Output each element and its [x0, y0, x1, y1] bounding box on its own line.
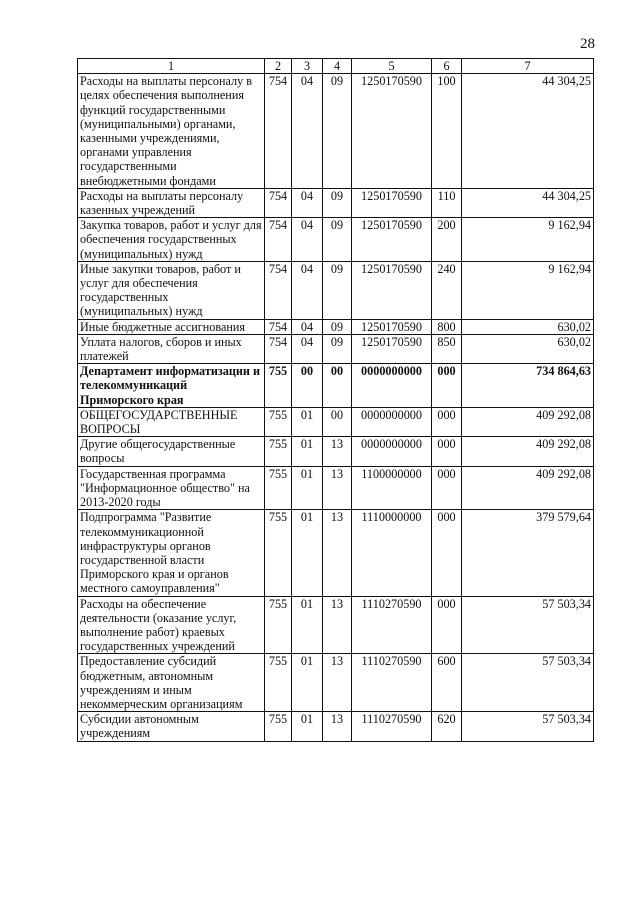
subsection-code-cell: 13: [323, 596, 352, 654]
ministry-code-cell: 755: [265, 364, 292, 408]
target-article-cell: 1250170590: [352, 261, 432, 319]
ministry-code-cell: 754: [265, 74, 292, 189]
subsection-code-cell: 09: [323, 74, 352, 189]
amount-cell: 9 162,94: [462, 218, 594, 262]
target-article-cell: 1250170590: [352, 218, 432, 262]
column-header-3: 3: [292, 59, 323, 74]
table-row: [78, 466, 594, 510]
row-name-cell: Расходы на обеспечение деятельности (оказание услуг, выполнение работ) краевых государственных учреждений: [78, 596, 265, 654]
table-row: [78, 218, 594, 262]
subsection-code-cell: 09: [323, 261, 352, 319]
subsection-code-cell: 09: [323, 319, 352, 334]
column-header-6: 6: [432, 59, 462, 74]
row-name-cell: Расходы на выплаты персоналу в целях обеспечения выполнения функций государственными (муниципальными) органами, казенными учреждениями, органами управления государственными внебюджетными фондами: [78, 74, 265, 189]
row-name-cell: Государственная программа "Информационное общество" на 2013-2020 годы: [78, 466, 265, 510]
section-code-cell: 01: [292, 437, 323, 466]
section-code-cell: 01: [292, 466, 323, 510]
table-row: [78, 364, 594, 408]
section-code-cell: 04: [292, 319, 323, 334]
subsection-code-cell: 09: [323, 334, 352, 363]
column-header-4: 4: [323, 59, 352, 74]
expense-type-cell: 000: [432, 407, 462, 436]
table-row: [78, 654, 594, 712]
table-row: [78, 596, 594, 654]
section-code-cell: 01: [292, 654, 323, 712]
amount-cell: 57 503,34: [462, 596, 594, 654]
row-name-cell: Закупка товаров, работ и услуг для обеспечения государственных (муниципальных) нужд: [78, 218, 265, 262]
row-name-cell: Подпрограмма "Развитие телекоммуникационной инфраструктуры органов государственной власти Приморского края и органов местного самоуправления": [78, 510, 265, 596]
section-code-cell: 01: [292, 712, 323, 741]
ministry-code-cell: 754: [265, 261, 292, 319]
expense-type-cell: 000: [432, 437, 462, 466]
expense-type-cell: 000: [432, 510, 462, 596]
amount-cell: 379 579,64: [462, 510, 594, 596]
table-row: [78, 74, 594, 189]
amount-cell: 409 292,08: [462, 437, 594, 466]
amount-cell: 44 304,25: [462, 188, 594, 217]
table-row: [78, 407, 594, 436]
table-header-row: [78, 59, 594, 74]
amount-cell: 630,02: [462, 319, 594, 334]
expense-type-cell: 800: [432, 319, 462, 334]
table-row: [78, 334, 594, 363]
target-article-cell: 1110000000: [352, 510, 432, 596]
column-header-5: 5: [352, 59, 432, 74]
table-row: [78, 319, 594, 334]
ministry-code-cell: 755: [265, 654, 292, 712]
row-name-cell: Иные бюджетные ассигнования: [78, 319, 265, 334]
ministry-code-cell: 755: [265, 407, 292, 436]
column-header-1: 1: [78, 59, 265, 74]
row-name-cell: Предоставление субсидий бюджетным, автономным учреждениям и иным некоммерческим организациям: [78, 654, 265, 712]
ministry-code-cell: 754: [265, 218, 292, 262]
row-name-cell: Другие общегосударственные вопросы: [78, 437, 265, 466]
amount-cell: 734 864,63: [462, 364, 594, 408]
section-code-cell: 01: [292, 596, 323, 654]
target-article-cell: 0000000000: [352, 407, 432, 436]
amount-cell: 57 503,34: [462, 654, 594, 712]
ministry-code-cell: 755: [265, 510, 292, 596]
budget-table: [77, 58, 594, 742]
subsection-code-cell: 09: [323, 218, 352, 262]
target-article-cell: 0000000000: [352, 364, 432, 408]
target-article-cell: 1110270590: [352, 712, 432, 741]
target-article-cell: 1250170590: [352, 74, 432, 189]
target-article-cell: 0000000000: [352, 437, 432, 466]
amount-cell: 9 162,94: [462, 261, 594, 319]
section-code-cell: 01: [292, 407, 323, 436]
table-row: [78, 261, 594, 319]
subsection-code-cell: 13: [323, 654, 352, 712]
section-code-cell: 00: [292, 364, 323, 408]
expense-type-cell: 000: [432, 466, 462, 510]
section-code-cell: 04: [292, 261, 323, 319]
ministry-code-cell: 754: [265, 188, 292, 217]
row-name-cell: ОБЩЕГОСУДАРСТВЕННЫЕ ВОПРОСЫ: [78, 407, 265, 436]
ministry-code-cell: 755: [265, 712, 292, 741]
section-code-cell: 04: [292, 188, 323, 217]
target-article-cell: 1250170590: [352, 188, 432, 217]
target-article-cell: 1100000000: [352, 466, 432, 510]
row-name-cell: Расходы на выплаты персоналу казенных учреждений: [78, 188, 265, 217]
amount-cell: 630,02: [462, 334, 594, 363]
amount-cell: 409 292,08: [462, 466, 594, 510]
subsection-code-cell: 00: [323, 407, 352, 436]
target-article-cell: 1250170590: [352, 319, 432, 334]
amount-cell: 44 304,25: [462, 74, 594, 189]
expense-type-cell: 200: [432, 218, 462, 262]
subsection-code-cell: 00: [323, 364, 352, 408]
ministry-code-cell: 755: [265, 437, 292, 466]
subsection-code-cell: 13: [323, 510, 352, 596]
subsection-code-cell: 09: [323, 188, 352, 217]
expense-type-cell: 000: [432, 596, 462, 654]
table-row: [78, 510, 594, 596]
ministry-code-cell: 754: [265, 334, 292, 363]
expense-type-cell: 110: [432, 188, 462, 217]
ministry-code-cell: 755: [265, 466, 292, 510]
ministry-code-cell: 755: [265, 596, 292, 654]
row-name-cell: Уплата налогов, сборов и иных платежей: [78, 334, 265, 363]
table-row: [78, 188, 594, 217]
ministry-code-cell: 754: [265, 319, 292, 334]
expense-type-cell: 100: [432, 74, 462, 189]
target-article-cell: 1250170590: [352, 334, 432, 363]
expense-type-cell: 620: [432, 712, 462, 741]
table-row: [78, 437, 594, 466]
section-code-cell: 01: [292, 510, 323, 596]
page-number: 28: [580, 36, 595, 52]
subsection-code-cell: 13: [323, 712, 352, 741]
expense-type-cell: 600: [432, 654, 462, 712]
row-name-cell: Субсидии автономным учреждениям: [78, 712, 265, 741]
expense-type-cell: 000: [432, 364, 462, 408]
section-code-cell: 04: [292, 74, 323, 189]
row-name-cell: Департамент информатизации и телекоммуникаций Приморского края: [78, 364, 265, 408]
column-header-2: 2: [265, 59, 292, 74]
table-row: [78, 712, 594, 741]
amount-cell: 57 503,34: [462, 712, 594, 741]
target-article-cell: 1110270590: [352, 596, 432, 654]
subsection-code-cell: 13: [323, 466, 352, 510]
target-article-cell: 1110270590: [352, 654, 432, 712]
section-code-cell: 04: [292, 334, 323, 363]
row-name-cell: Иные закупки товаров, работ и услуг для обеспечения государственных (муниципальных) нужд: [78, 261, 265, 319]
section-code-cell: 04: [292, 218, 323, 262]
amount-cell: 409 292,08: [462, 407, 594, 436]
expense-type-cell: 850: [432, 334, 462, 363]
expense-type-cell: 240: [432, 261, 462, 319]
subsection-code-cell: 13: [323, 437, 352, 466]
column-header-7: 7: [462, 59, 594, 74]
